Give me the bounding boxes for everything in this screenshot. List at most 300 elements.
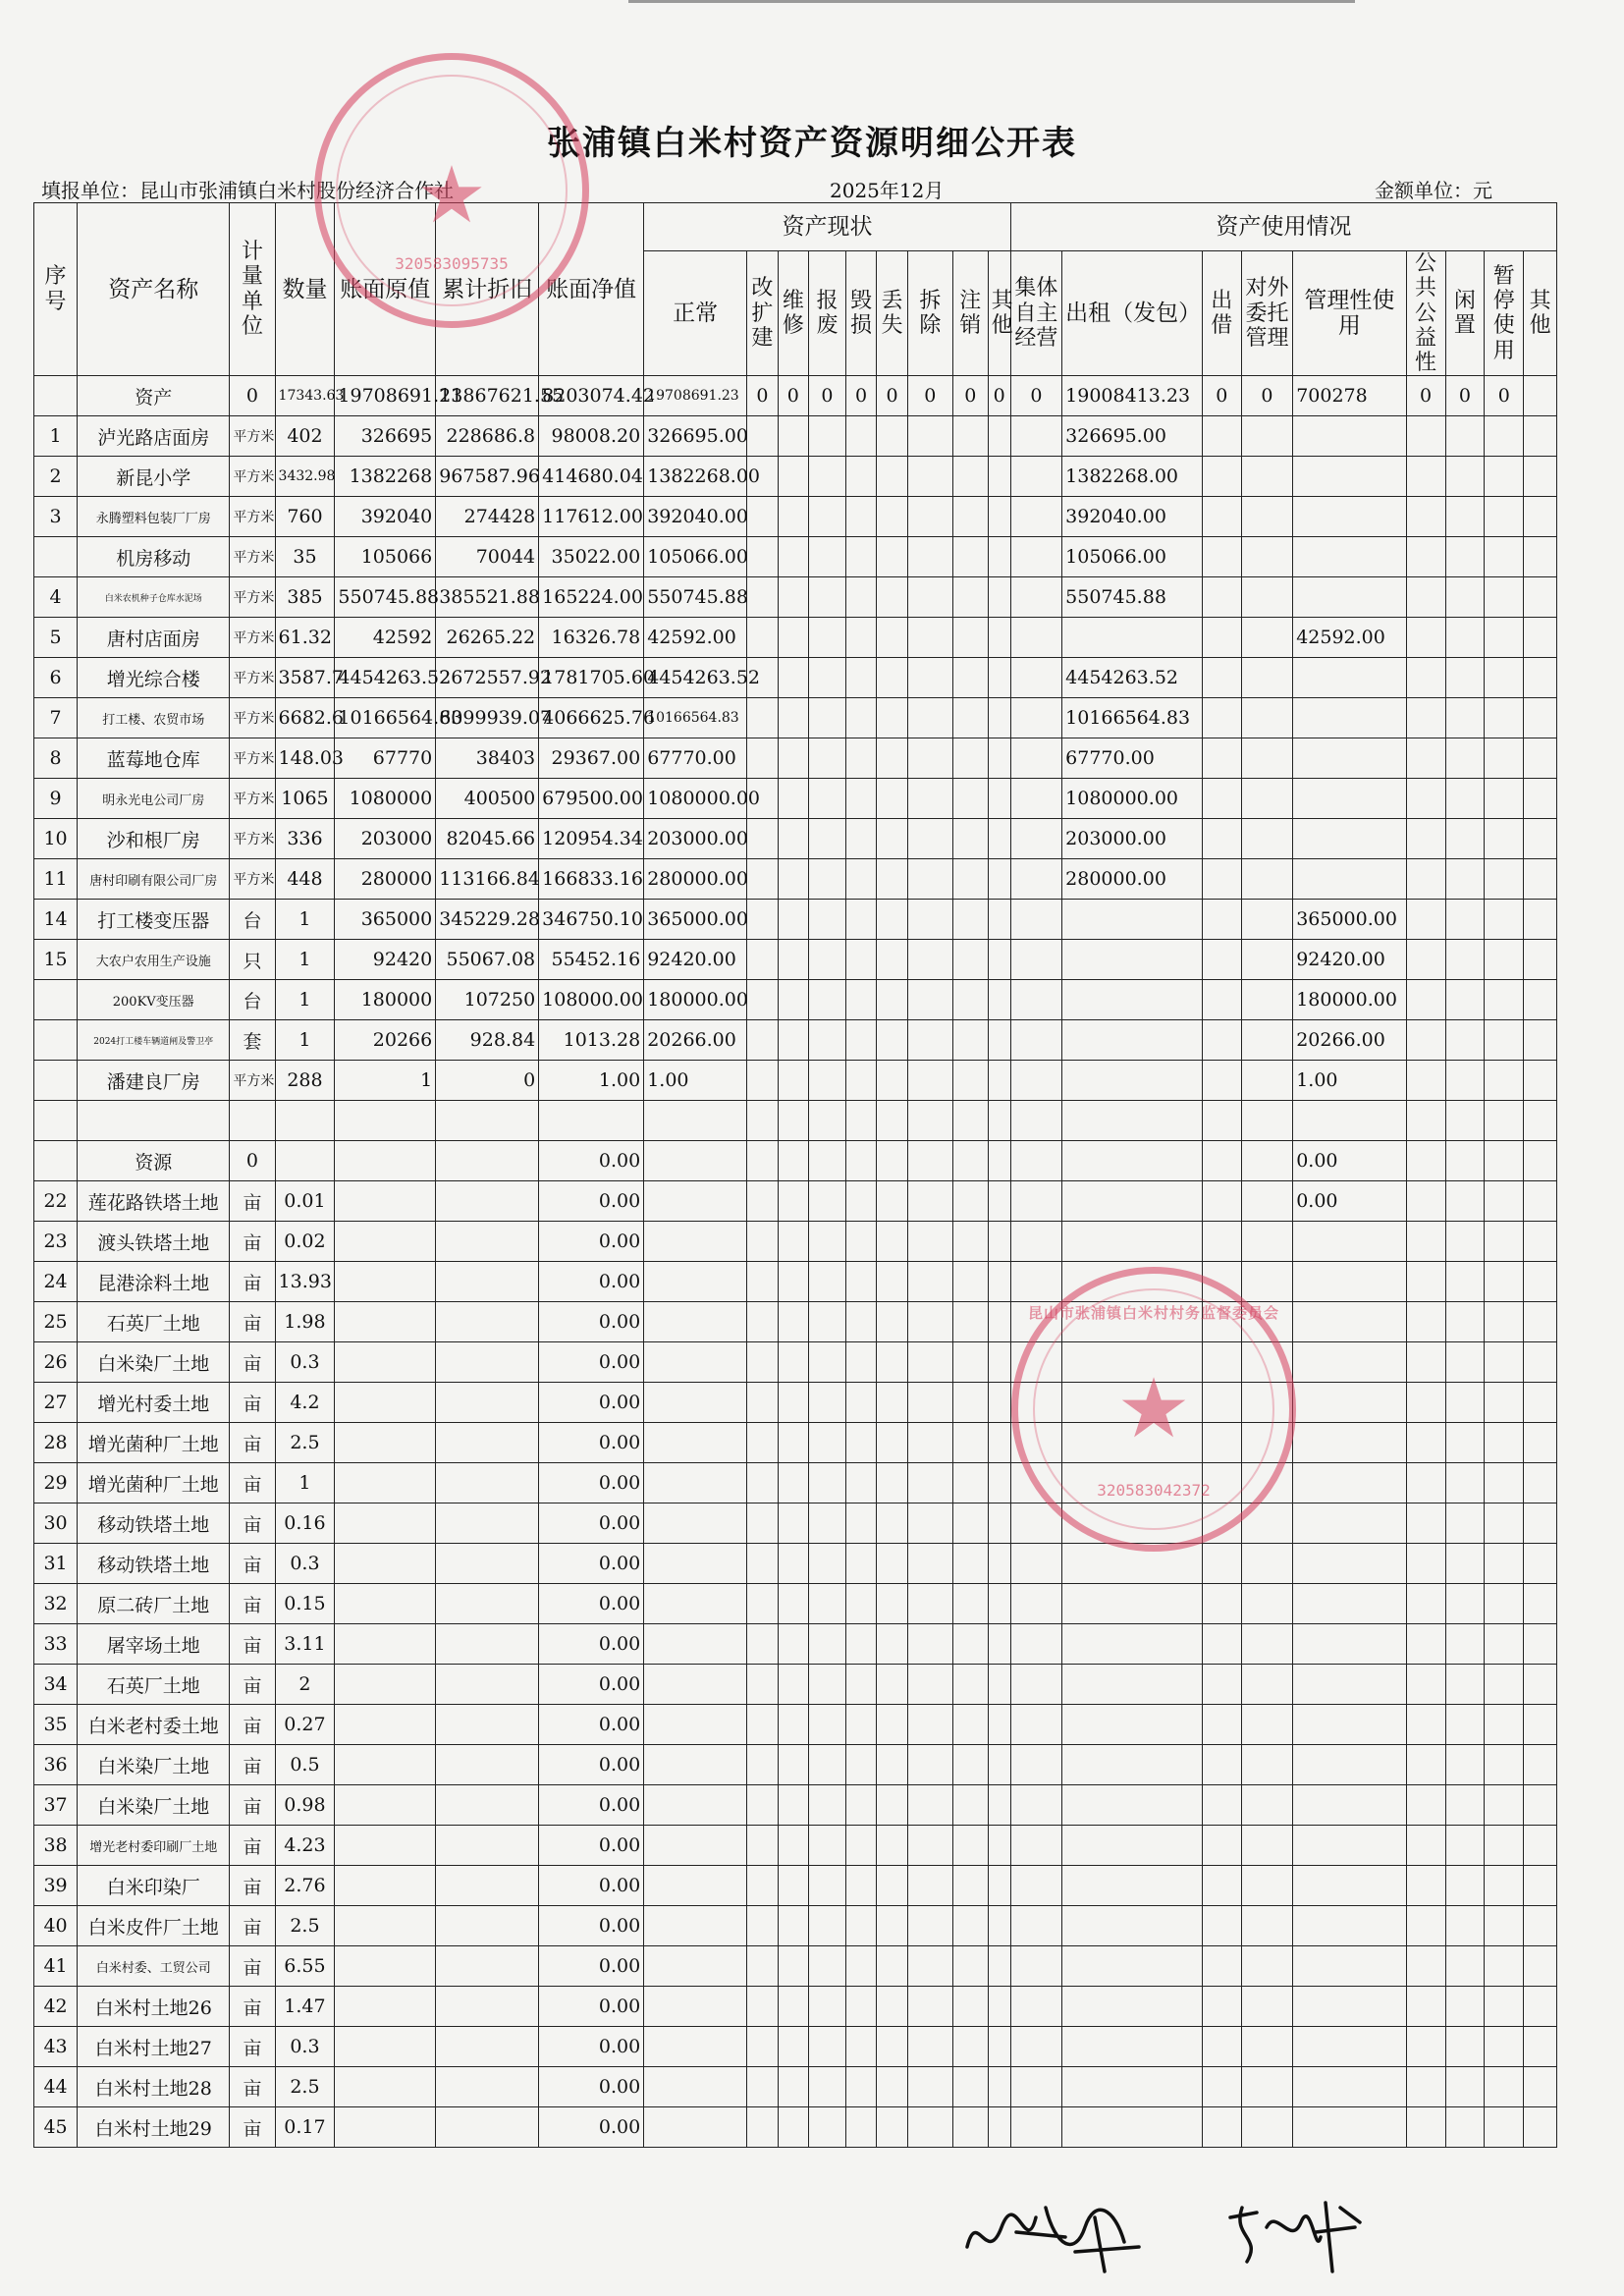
cell-usage-3 [1241,1463,1292,1503]
cell-usage-7 [1485,779,1524,819]
cell-usage-1: 1080000.00 [1062,779,1203,819]
table-row [34,416,1557,457]
cell-status-0: 203000.00 [644,819,747,859]
cell-name: 蓝莓地仓库 [78,738,230,779]
cell-usage-1 [1062,940,1203,980]
cell-unit: 亩 [230,1665,275,1705]
cell-usage-8 [1524,738,1557,779]
cell-seq: 33 [34,1624,78,1665]
cell-usage-0 [1010,698,1061,738]
cell-usage-4 [1293,658,1406,698]
cell-status-8 [988,1463,1010,1503]
cell-status-7 [952,819,988,859]
cell-status-8 [988,1826,1010,1866]
cell-usage-4: 180000.00 [1293,980,1406,1020]
cell-status-1 [747,980,778,1020]
cell-usage-3 [1241,1705,1292,1745]
cell-usage-8 [1524,1383,1557,1423]
cell-usage-3 [1241,416,1292,457]
table-row [34,1705,1557,1745]
cell-usage-6 [1445,618,1485,658]
cell-usage-2 [1202,1785,1241,1826]
cell-usage-7 [1485,1906,1524,1946]
cell-usage-1 [1062,1946,1203,1987]
cell-status-8 [988,1745,1010,1785]
cell-usage-4 [1293,1342,1406,1383]
cell-qty: 402 [275,416,335,457]
cell-usage-5 [1406,738,1445,779]
cell-net: 0.00 [539,1745,644,1785]
cell-status-6 [907,1544,952,1584]
cell-usage-4 [1293,1302,1406,1342]
header-name: 资产名称 [78,203,230,376]
cell-status-3 [809,1101,846,1141]
cell-usage-4: 42592.00 [1293,618,1406,658]
cell-usage-8 [1524,1866,1557,1906]
cell-qty: 0.5 [275,1745,335,1785]
cell-usage-7 [1485,1061,1524,1101]
cell-status-1 [747,1544,778,1584]
cell-net: 0.00 [539,1503,644,1544]
cell-status-5 [877,1302,907,1342]
cell-status-7 [952,1665,988,1705]
cell-status-0 [644,2067,747,2107]
cell-usage-2 [1202,1302,1241,1342]
cell-orig: 19708691.23 [335,376,436,416]
cell-dep: 228686.8 [436,416,539,457]
cell-net: 0.00 [539,1302,644,1342]
cell-usage-6 [1445,1665,1485,1705]
cell-net [539,1101,644,1141]
header-usage-8: 其他 [1524,251,1557,376]
cell-dep [436,1342,539,1383]
cell-usage-2 [1202,1020,1241,1061]
header-usage-7: 暂停使用 [1485,251,1524,376]
cell-status-5 [877,1946,907,1987]
cell-status-4 [845,940,876,980]
cell-usage-1 [1062,1745,1203,1785]
cell-status-6 [907,1665,952,1705]
cell-status-0: 550745.88 [644,577,747,618]
cell-usage-3 [1241,1906,1292,1946]
cell-status-0: 280000.00 [644,859,747,900]
cell-status-5 [877,1020,907,1061]
cell-unit: 0 [230,376,275,416]
cell-status-5 [877,1866,907,1906]
cell-usage-8 [1524,1262,1557,1302]
cell-status-3 [809,497,846,537]
cell-dep [436,2027,539,2067]
cell-status-3 [809,1826,846,1866]
cell-orig [335,1987,436,2027]
cell-usage-7 [1485,537,1524,577]
cell-net: 0.00 [539,1946,644,1987]
cell-orig: 42592 [335,618,436,658]
cell-net: 8203074.42 [539,376,644,416]
cell-status-3: 0 [809,376,846,416]
header-usage-4: 管理性使用 [1293,251,1406,376]
cell-status-7 [952,1987,988,2027]
cell-usage-8 [1524,698,1557,738]
cell-usage-2 [1202,577,1241,618]
cell-seq: 8 [34,738,78,779]
cell-unit: 亩 [230,1906,275,1946]
cell-status-4 [845,900,876,940]
cell-status-6 [907,497,952,537]
cell-usage-8 [1524,658,1557,698]
cell-status-5 [877,537,907,577]
cell-status-4 [845,980,876,1020]
cell-seq: 44 [34,2067,78,2107]
cell-usage-0 [1010,658,1061,698]
cell-status-3 [809,1745,846,1785]
cell-usage-4 [1293,1624,1406,1665]
cell-usage-8 [1524,416,1557,457]
header-status-3: 报废 [809,251,846,376]
cell-dep: 107250 [436,980,539,1020]
cell-seq: 3 [34,497,78,537]
cell-status-1 [747,1181,778,1222]
cell-usage-2 [1202,1101,1241,1141]
cell-status-4 [845,1946,876,1987]
cell-dep: 0 [436,1061,539,1101]
cell-status-5 [877,2027,907,2067]
cell-usage-8 [1524,376,1557,416]
cell-status-7 [952,1262,988,1302]
seal-star-icon: ★ [416,149,487,241]
cell-usage-6 [1445,1061,1485,1101]
cell-name: 资源 [78,1141,230,1181]
cell-name: 白米村土地29 [78,2107,230,2148]
cell-usage-5 [1406,1705,1445,1745]
cell-usage-6 [1445,1946,1485,1987]
cell-name: 渡头铁塔土地 [78,1222,230,1262]
cell-usage-2 [1202,1181,1241,1222]
cell-net: 0.00 [539,1342,644,1383]
cell-qty: 0.27 [275,1705,335,1745]
cell-usage-2 [1202,1705,1241,1745]
cell-status-7: 0 [952,376,988,416]
table-row [34,1503,1557,1544]
cell-status-4 [845,1423,876,1463]
cell-net: 4066625.76 [539,698,644,738]
cell-qty [275,1101,335,1141]
cell-seq: 29 [34,1463,78,1503]
cell-usage-0 [1010,2107,1061,2148]
cell-usage-2 [1202,698,1241,738]
cell-usage-6 [1445,1745,1485,1785]
table-row [34,1101,1557,1141]
cell-usage-7: 0 [1485,376,1524,416]
amount-unit: 金额单位：元 [1375,179,1492,202]
cell-unit: 亩 [230,1302,275,1342]
cell-status-7 [952,658,988,698]
cell-usage-6 [1445,1141,1485,1181]
cell-name: 白米农机种子仓库水泥场 [78,577,230,618]
cell-status-5 [877,859,907,900]
cell-status-0 [644,1262,747,1302]
cell-unit: 亩 [230,1262,275,1302]
cell-seq: 11 [34,859,78,900]
cell-status-4 [845,497,876,537]
cell-usage-1 [1062,1463,1203,1503]
cell-usage-3 [1241,537,1292,577]
cell-usage-1 [1062,1785,1203,1826]
cell-dep [436,1826,539,1866]
cell-orig: 550745.88 [335,577,436,618]
cell-usage-1 [1062,1181,1203,1222]
cell-usage-2 [1202,416,1241,457]
cell-usage-5 [1406,859,1445,900]
cell-status-1 [747,1705,778,1745]
cell-dep [436,1383,539,1423]
cell-status-3 [809,1222,846,1262]
cell-usage-4 [1293,1866,1406,1906]
cell-status-3 [809,1987,846,2027]
cell-net: 0.00 [539,1463,644,1503]
cell-usage-8 [1524,859,1557,900]
cell-status-6: 0 [907,376,952,416]
cell-usage-2 [1202,2027,1241,2067]
cell-status-8: 0 [988,376,1010,416]
cell-name: 明永光电公司厂房 [78,779,230,819]
cell-status-6 [907,900,952,940]
cell-usage-0 [1010,1826,1061,1866]
cell-status-2 [778,537,808,577]
cell-status-0: 326695.00 [644,416,747,457]
cell-dep [436,1987,539,2027]
cell-status-6 [907,1383,952,1423]
cell-status-5 [877,779,907,819]
cell-orig [335,1302,436,1342]
cell-usage-4 [1293,416,1406,457]
cell-status-6 [907,1222,952,1262]
table-row [34,1302,1557,1342]
cell-status-5 [877,1745,907,1785]
cell-usage-8 [1524,1181,1557,1222]
cell-usage-7 [1485,1946,1524,1987]
table-row [34,1463,1557,1503]
cell-status-1 [747,497,778,537]
cell-usage-5 [1406,819,1445,859]
cell-qty: 0.02 [275,1222,335,1262]
cell-status-0 [644,1383,747,1423]
cell-usage-6 [1445,658,1485,698]
cell-usage-8 [1524,1624,1557,1665]
cell-qty: 4.23 [275,1826,335,1866]
cell-net: 0.00 [539,1866,644,1906]
cell-qty: 0.16 [275,1503,335,1544]
cell-usage-3 [1241,1141,1292,1181]
cell-status-7 [952,457,988,497]
cell-usage-5 [1406,1665,1445,1705]
cell-status-7 [952,2107,988,2148]
cell-status-3 [809,859,846,900]
cell-status-4 [845,698,876,738]
cell-status-3 [809,1665,846,1705]
cell-net: 98008.20 [539,416,644,457]
cell-usage-2 [1202,1544,1241,1584]
table-row [34,1544,1557,1584]
table-row [34,537,1557,577]
cell-status-3 [809,1342,846,1383]
cell-name: 打工楼、农贸市场 [78,698,230,738]
cell-status-4 [845,1866,876,1906]
cell-status-0 [644,1665,747,1705]
header-status-6: 拆除 [907,251,952,376]
cell-usage-7 [1485,1745,1524,1785]
cell-status-3 [809,940,846,980]
cell-usage-2 [1202,537,1241,577]
cell-status-8 [988,819,1010,859]
header-orig: 账面原值 [335,203,436,376]
table-row [34,1423,1557,1463]
cell-usage-4 [1293,577,1406,618]
cell-status-0 [644,1584,747,1624]
cell-seq: 39 [34,1866,78,1906]
table-row [34,1624,1557,1665]
cell-seq: 10 [34,819,78,859]
cell-usage-6 [1445,698,1485,738]
cell-unit: 亩 [230,2107,275,2148]
cell-status-8 [988,698,1010,738]
cell-status-6 [907,738,952,779]
header-status-2: 维修 [778,251,808,376]
header-status-5: 丢失 [877,251,907,376]
cell-status-8 [988,2027,1010,2067]
cell-net: 35022.00 [539,537,644,577]
cell-usage-6 [1445,1302,1485,1342]
cell-orig [335,1222,436,1262]
cell-qty: 0.17 [275,2107,335,2148]
cell-status-6 [907,1141,952,1181]
cell-status-8 [988,940,1010,980]
cell-qty: 2.5 [275,1423,335,1463]
cell-usage-3 [1241,658,1292,698]
cell-unit: 亩 [230,1987,275,2027]
cell-status-5 [877,1141,907,1181]
cell-usage-0 [1010,618,1061,658]
cell-status-2 [778,1866,808,1906]
cell-seq: 4 [34,577,78,618]
cell-orig [335,1342,436,1383]
cell-usage-8 [1524,1906,1557,1946]
cell-usage-1 [1062,1061,1203,1101]
cell-unit: 套 [230,1020,275,1061]
cell-name: 机房移动 [78,537,230,577]
cell-orig: 67770 [335,738,436,779]
cell-status-6 [907,1785,952,1826]
cell-usage-1: 1382268.00 [1062,457,1203,497]
cell-usage-0 [1010,1423,1061,1463]
cell-usage-3 [1241,1101,1292,1141]
cell-usage-7 [1485,900,1524,940]
cell-status-4 [845,1342,876,1383]
cell-status-5 [877,980,907,1020]
cell-name [78,1101,230,1141]
cell-usage-1 [1062,900,1203,940]
cell-dep [436,1503,539,1544]
cell-usage-4 [1293,1946,1406,1987]
cell-orig: 20266 [335,1020,436,1061]
report-date: 2025年12月 [830,179,945,202]
cell-status-3 [809,1061,846,1101]
cell-dep: 6099939.07 [436,698,539,738]
cell-status-6 [907,1020,952,1061]
cell-status-1 [747,1946,778,1987]
header-usage-group: 资产使用情况 [1010,203,1556,251]
cell-unit: 亩 [230,1584,275,1624]
cell-usage-6 [1445,537,1485,577]
cell-usage-7 [1485,416,1524,457]
table-row [34,1061,1557,1101]
cell-unit: 平方米 [230,457,275,497]
cell-usage-7 [1485,2067,1524,2107]
cell-status-5 [877,1262,907,1302]
cell-usage-2 [1202,457,1241,497]
cell-unit: 亩 [230,2027,275,2067]
cell-usage-5 [1406,940,1445,980]
cell-usage-1: 203000.00 [1062,819,1203,859]
cell-status-5 [877,738,907,779]
cell-unit: 平方米 [230,779,275,819]
cell-status-7 [952,1503,988,1544]
cell-status-0 [644,1503,747,1544]
cell-usage-5 [1406,1503,1445,1544]
cell-usage-0 [1010,1906,1061,1946]
cell-status-2 [778,1584,808,1624]
cell-status-4 [845,1906,876,1946]
cell-usage-1 [1062,1383,1203,1423]
cell-usage-2 [1202,1222,1241,1262]
cell-usage-7 [1485,1544,1524,1584]
cell-usage-0 [1010,1181,1061,1222]
cell-name: 永腾塑料包装厂厂房 [78,497,230,537]
cell-usage-0 [1010,2067,1061,2107]
cell-usage-0 [1010,1061,1061,1101]
cell-status-0 [644,1222,747,1262]
cell-usage-4 [1293,1665,1406,1705]
cell-qty: 0.01 [275,1181,335,1222]
cell-usage-2 [1202,1826,1241,1866]
cell-status-7 [952,1222,988,1262]
cell-usage-2 [1202,1906,1241,1946]
cell-name: 新昆小学 [78,457,230,497]
cell-status-3 [809,1302,846,1342]
cell-usage-2 [1202,1423,1241,1463]
seal-star-icon: ★ [1116,1360,1191,1456]
cell-usage-4 [1293,537,1406,577]
cell-status-2 [778,1503,808,1544]
cell-orig [335,1463,436,1503]
cell-usage-7 [1485,859,1524,900]
cell-status-0: 20266.00 [644,1020,747,1061]
cell-usage-8 [1524,1463,1557,1503]
cell-status-4 [845,618,876,658]
cell-usage-3 [1241,779,1292,819]
cell-usage-2 [1202,618,1241,658]
cell-status-8 [988,1262,1010,1302]
cell-usage-8 [1524,618,1557,658]
cell-status-1 [747,577,778,618]
header-status-4: 毁损 [845,251,876,376]
cell-usage-3 [1241,1785,1292,1826]
cell-usage-7 [1485,1866,1524,1906]
cell-net: 0.00 [539,1906,644,1946]
cell-usage-5 [1406,618,1445,658]
cell-net: 0.00 [539,1222,644,1262]
cell-name: 增光村委土地 [78,1383,230,1423]
